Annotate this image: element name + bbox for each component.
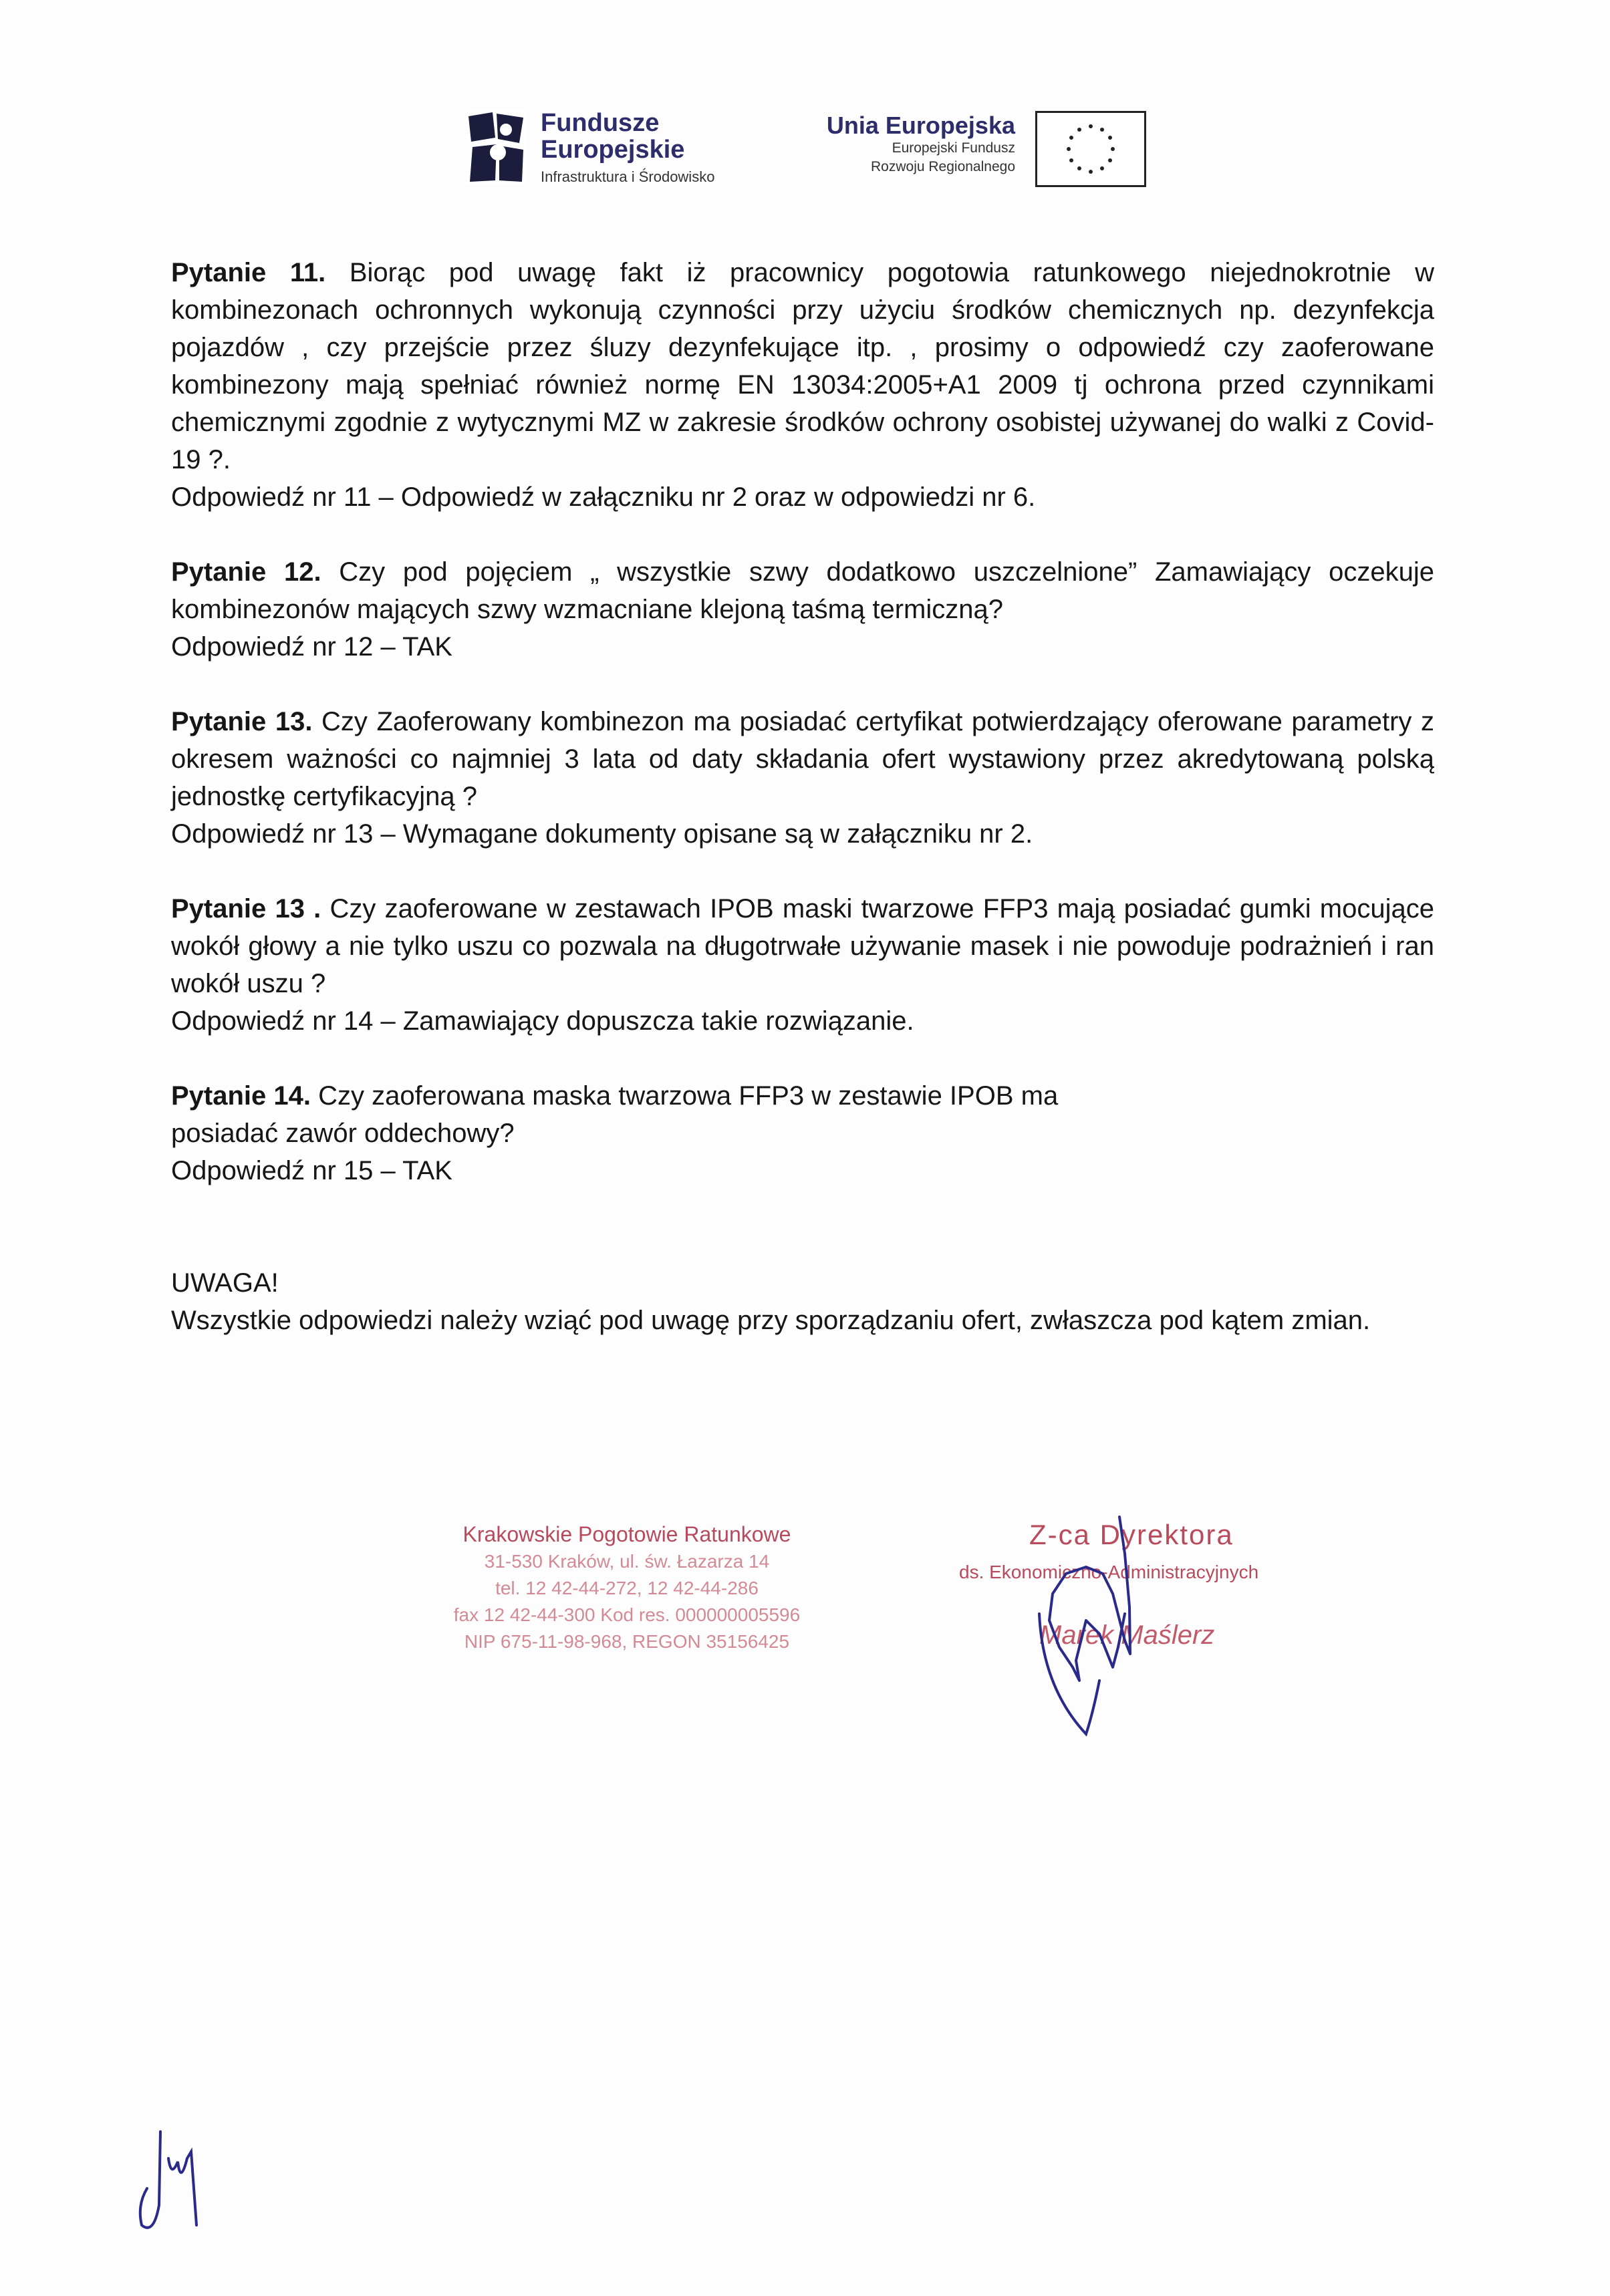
qa-block-4: [171, 890, 1434, 1040]
question-paragraph: [171, 553, 1434, 628]
question-text: Czy zaoferowana maska twarzowa FFP3 w zestawie IPOB ma posiadać zawór oddechowy?: [171, 1081, 1059, 1148]
question-paragraph: [171, 1077, 1133, 1152]
question-label: Pytanie 13.: [171, 707, 313, 736]
stamp-director-subtitle: ds. Ekonomiczno-Administracyjnych: [959, 1562, 1259, 1582]
initials-signature-icon: [127, 2125, 214, 2245]
answer-text: Odpowiedź nr 11 – Odpowiedź w załączniku nr 2 oraz w odpowiedzi nr 6.: [171, 482, 1036, 512]
director-signature-icon: [1013, 1514, 1160, 1741]
question-text: Biorąc pod uwagę fakt iż pracownicy pogotowia ratunkowego niejednokrotnie w kombinezonach ochronnych wykonują czynności przy użyciu środków chemicznych np. dezynfekcja pojazdów , czy przejście przez śluzy dezynfekujące itp. , prosimy o odpowiedź czy zaoferowane kombinezony mają spełniać również normę EN 13034:2005+A1 2009 tj ochrona przed czynnikami chemicznymi zgodnie z wytycznymi MZ w zakresie środków ochrony osobistej używanej do walki z Covid-19 ?.: [171, 258, 1435, 474]
document-body: [171, 254, 1434, 1339]
ue-logo-line1: Unia Europejska: [826, 112, 1015, 139]
question-label: Pytanie 11.: [171, 258, 326, 287]
stamp-company-address: 31-530 Kraków, ul. św. Łazarza 14: [484, 1551, 770, 1572]
notice-text: Wszystkie odpowiedzi należy wziąć pod uwagę przy sporządzaniu ofert, zwłaszcza pod kątem zmian.: [171, 1306, 1371, 1335]
question-label: Pytanie 14.: [171, 1081, 311, 1111]
question-paragraph: [171, 254, 1434, 478]
stamp-company-name: Krakowskie Pogotowie Ratunkowe: [462, 1522, 791, 1546]
stamp-company-phone: tel. 12 42-44-272, 12 42-44-286: [495, 1578, 759, 1598]
company-stamp: [440, 1520, 814, 1661]
ue-logo-line3: Rozwoju Regionalnego: [871, 159, 1015, 174]
stamp-company-fax: fax 12 42-44-300 Kod res. 000000005596: [453, 1604, 801, 1625]
question-text: Czy pod pojęciem „ wszystkie szwy dodatkowo uszczelnione” Zamawiający oczekuje kombinezonów mających szwy wzmacniane klejoną taśmą termiczną?: [171, 557, 1434, 624]
ue-logo-line2: Europejski Fundusz: [892, 140, 1015, 156]
notice-title: UWAGA!: [171, 1268, 279, 1298]
stamp-director-name: Marek Maślerz: [1039, 1620, 1215, 1650]
question-paragraph: [171, 703, 1434, 815]
question-text: Czy Zaoferowany kombinezon ma posiadać certyfikat potwierdzający oferowane parametry z okresem ważności co najmniej 3 lata od daty składania ofert wystawiony przez akredytowaną polską jednostkę certyfikacyjną ?: [171, 707, 1434, 811]
fe-logo-line3: Infrastruktura i Środowisko: [541, 168, 715, 185]
answer-text: Odpowiedź nr 12 – TAK: [171, 632, 452, 662]
question-text: Czy zaoferowane w zestawach IPOB maski twarzowe FFP3 mają posiadać gumki mocujące wokół głowy a nie tylko uszu co pozwala na długotrwałe używanie masek i nie powoduje podrażnień i ran wokół uszu ?: [171, 894, 1434, 998]
qa-block-3: [171, 703, 1434, 853]
director-stamp: [946, 1514, 1347, 1741]
qa-block-5: [171, 1077, 1434, 1189]
question-label: Pytanie 12.: [171, 557, 321, 587]
qa-block-2: [171, 553, 1434, 666]
fundusze-europejskie-logo: [466, 107, 753, 190]
fe-logo-line2: Europejskie: [541, 136, 685, 164]
answer-text: Odpowiedź nr 13 – Wymagane dokumenty opisane są w załączniku nr 2.: [171, 819, 1033, 849]
answer-text: Odpowiedź nr 15 – TAK: [171, 1156, 452, 1185]
unia-europejska-logo: [819, 107, 1146, 190]
notice-block: [171, 1264, 1434, 1339]
eu-flag-icon: [1035, 111, 1146, 187]
question-label: Pytanie 13 .: [171, 894, 321, 923]
answer-text: Odpowiedź nr 14 – Zamawiający dopuszcza takie rozwiązanie.: [171, 1006, 914, 1036]
fe-logo-icon: [466, 111, 526, 184]
fe-logo-line1: Fundusze: [541, 109, 660, 137]
stamp-company-ids: NIP 675-11-98-968, REGON 35156425: [464, 1631, 790, 1652]
question-paragraph: [171, 890, 1434, 1002]
stamp-director-title: Z-ca Dyrektora: [1029, 1519, 1234, 1550]
qa-block-1: [171, 254, 1434, 516]
